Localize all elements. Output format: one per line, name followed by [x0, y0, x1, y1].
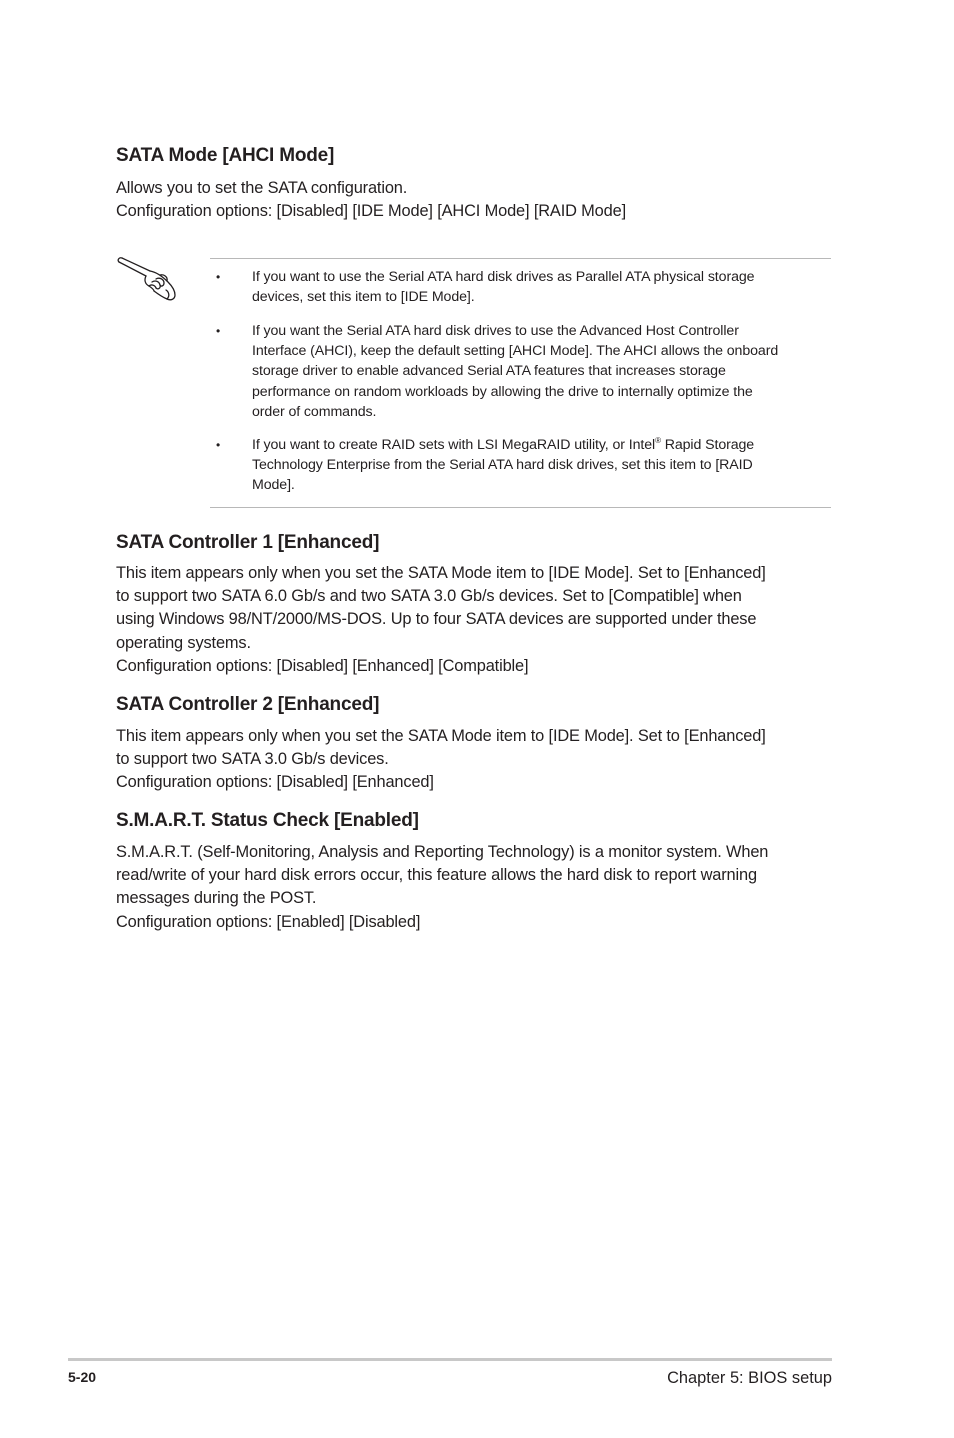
body-line: operating systems.: [116, 633, 251, 652]
note-line: [252, 435, 837, 455]
footer-rule: [68, 1358, 832, 1361]
note-text: [252, 321, 837, 422]
page-number: 5-20: [68, 1369, 97, 1385]
note-line: storage driver to enable advanced Serial ATA features that increases storage: [252, 363, 726, 380]
bullet: •: [216, 438, 221, 452]
note-line: order of commands.: [252, 403, 377, 420]
section-heading-sata-controller-1: SATA Controller 1 [Enhanced]: [116, 532, 380, 553]
body-line: This item appears only when you set the SATA Mode item to [IDE Mode]. Set to [Enhanced]: [116, 564, 766, 582]
note-line-end: Rapid Storage: [660, 437, 755, 453]
body-line: Allows you to set the SATA configuration.: [116, 179, 408, 197]
registered-mark: ®: [655, 436, 661, 445]
note-bottom-rule: [210, 507, 831, 508]
body-line: Configuration options: [Disabled] [Enhanced]: [116, 773, 434, 792]
chapter-title: Chapter 5: BIOS setup: [667, 1369, 832, 1387]
body-line: to support two SATA 3.0 Gb/s devices.: [116, 750, 389, 769]
note-line: performance on random workloads by allowing the drive to internally optimize the: [252, 383, 753, 400]
body-line: S.M.A.R.T. (Self-Monitoring, Analysis and Reporting Technology) is a monitor system. When: [116, 843, 769, 861]
section-body-sata-mode: [116, 177, 832, 223]
bullet: •: [216, 324, 221, 338]
body-line: Configuration options: [Enabled] [Disabled]: [116, 912, 421, 931]
pointing-hand-icon: [114, 254, 180, 304]
note-line-start: If you want to create RAID sets with LSI MegaRAID utility, or Intel: [252, 437, 656, 453]
note-line: If you want to use the Serial ATA hard disk drives as Parallel ATA physical storage: [252, 269, 755, 285]
note-line: Interface (AHCI), keep the default setting [AHCI Mode]. The AHCI allows the onboard: [252, 343, 779, 360]
section-body-sata-controller-1: [116, 562, 832, 678]
bullet: •: [216, 270, 221, 284]
note-top-rule: [210, 258, 831, 259]
body-line: This item appears only when you set the SATA Mode item to [IDE Mode]. Set to [Enhanced]: [116, 727, 766, 745]
section-heading-smart-status: S.M.A.R.T. Status Check [Enabled]: [116, 810, 419, 831]
section-heading-sata-controller-2: SATA Controller 2 [Enhanced]: [116, 694, 380, 715]
body-line: messages during the POST.: [116, 889, 317, 908]
body-line: Configuration options: [Disabled] [IDE Mode] [AHCI Mode] [RAID Mode]: [116, 202, 626, 221]
body-line: read/write of your hard disk errors occur, this feature allows the hard disk to report warning: [116, 866, 757, 885]
section-body-smart-status: [116, 841, 832, 934]
note-line: devices, set this item to [IDE Mode].: [252, 289, 475, 306]
note-line: If you want the Serial ATA hard disk drives to use the Advanced Host Controller: [252, 323, 739, 339]
note-text: [252, 267, 837, 307]
body-line: Configuration options: [Disabled] [Enhanced] [Compatible]: [116, 656, 529, 675]
note-text: [252, 435, 837, 496]
section-heading-sata-mode: SATA Mode [AHCI Mode]: [116, 145, 335, 166]
body-line: to support two SATA 6.0 Gb/s and two SATA 3.0 Gb/s devices. Set to [Compatible] when: [116, 587, 742, 606]
body-line: using Windows 98/NT/2000/MS-DOS. Up to four SATA devices are supported under these: [116, 610, 757, 629]
note-line: Mode].: [252, 477, 295, 494]
note-line: Technology Enterprise from the Serial ATA hard disk drives, set this item to [RAID: [252, 457, 753, 474]
section-body-sata-controller-2: [116, 725, 832, 795]
